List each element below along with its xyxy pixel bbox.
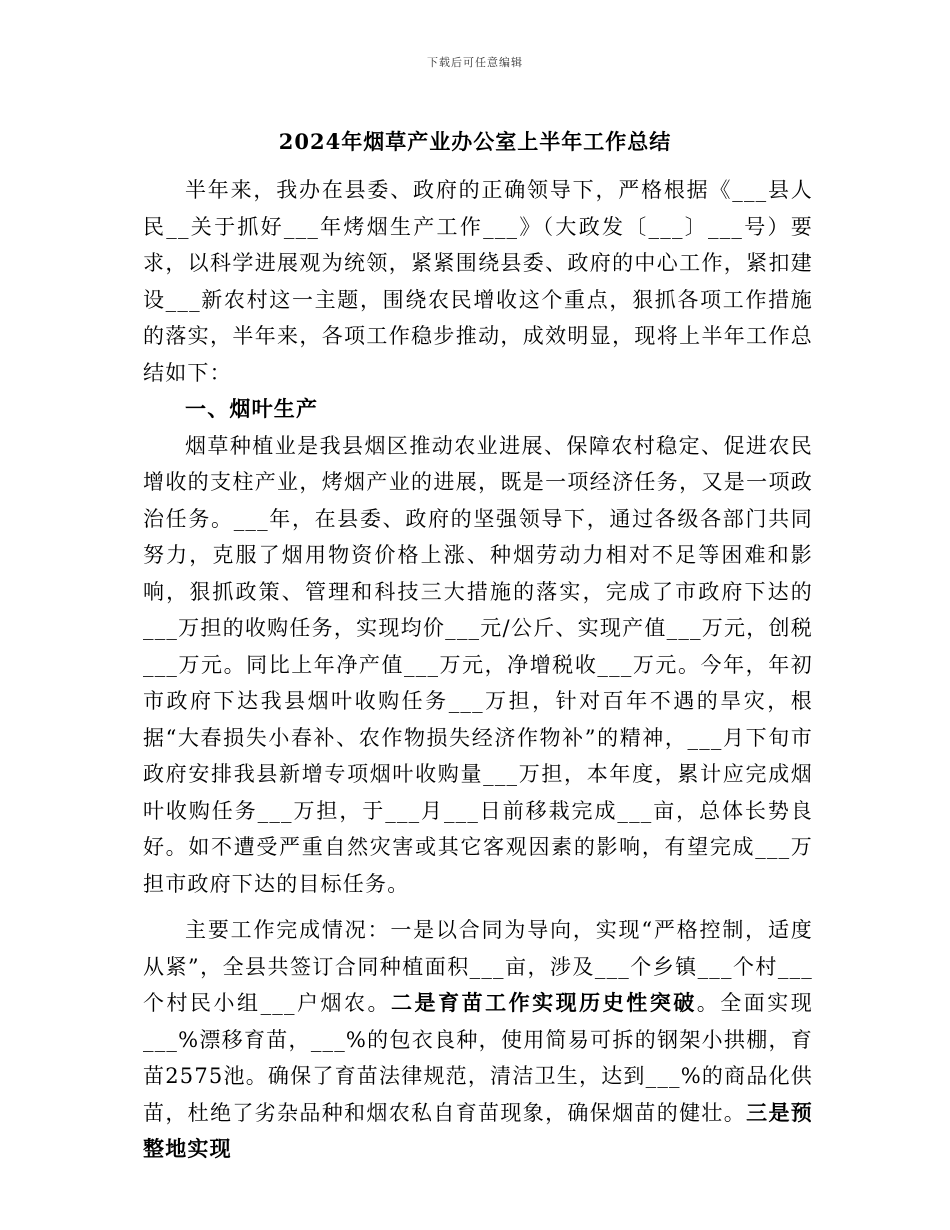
section1-paragraph: 烟草种植业是我县烟区推动农业进展、保障农村稳定、促进农民增收的支柱产业，烤烟产业的进展，既是一项经济任务，又是一项政治任务。___年，在县委、政府的坚强领导下，通过各级各部门共同努力，克服了烟用物资价格上涨、种烟劳动力相对不足等困难和影响，狠抓政策、管理和科技三大措施的落实，完成了市政府下达的___万担的收购任务，实现均价___元/公斤、实现产值___万元，创税___万元。同比上年净产值___万元，净增税收___万元。今年，年初市政府下达我县烟叶收购任务___万担，针对百年不遇的旱灾，根据“大春损失小春补、农作物损失经济作物补”的精神，___月下旬市政府安排我县新增专项烟叶收购量___万担，本年度，累计应完成烟叶收购任务___万担，于___月___日前移栽完成___亩，总体长势良好。如不遭受严重自然灾害或其它客观因素的影响，有望完成___万担市政府下达的目标任务。 — [143, 433, 813, 896]
document-title: 2024年烟草产业办公室上半年工作总结 — [278, 129, 672, 154]
header-note: 下载后可任意编辑 — [427, 56, 523, 69]
document-body — [143, 172, 813, 1168]
intro-paragraph: 半年来，我办在县委、政府的正确领导下，严格根据《___县人民__关于抓好___年烤烟生产工作___》（大政发〔___〕___号）要求，以科学进展观为统领，紧紧围绕县委、政府的中心工作，紧扣建设___新农村这一主题，围绕农民增收这个重点，狠抓各项工作措施的落实，半年来，各项工作稳步推动，成效明显，现将上半年工作总结如下： — [143, 178, 813, 385]
paragraph-gap — [143, 902, 813, 912]
main-work-highlight-seedling: 二是育苗工作实现历史性突破 — [391, 990, 697, 1015]
main-work-part3: 。全面实现___%漂移育苗，___%的包衣良种，使用简易可拆的钢架小拱棚，育苗2575池。确保了育苗法律规范，清洁卫生，达到___%的商品化供苗，杜绝了劣杂品种和烟农私自育苗现象，确保烟苗的健壮。 — [143, 991, 813, 1125]
main-work-part1: 主要工作完成情况：一是以合同为导向，实现“严格控制，适度从紧”，全县共签订合同种植面积___亩，涉及___个乡镇___个村___个村民小组___户烟农。 — [143, 918, 813, 1015]
section-heading-tobacco-production: 一、烟叶生产 — [185, 396, 319, 421]
main-work-highlight-land-prep: 三是预整地实现 — [143, 1099, 813, 1161]
main-work-paragraph — [143, 912, 813, 1168]
